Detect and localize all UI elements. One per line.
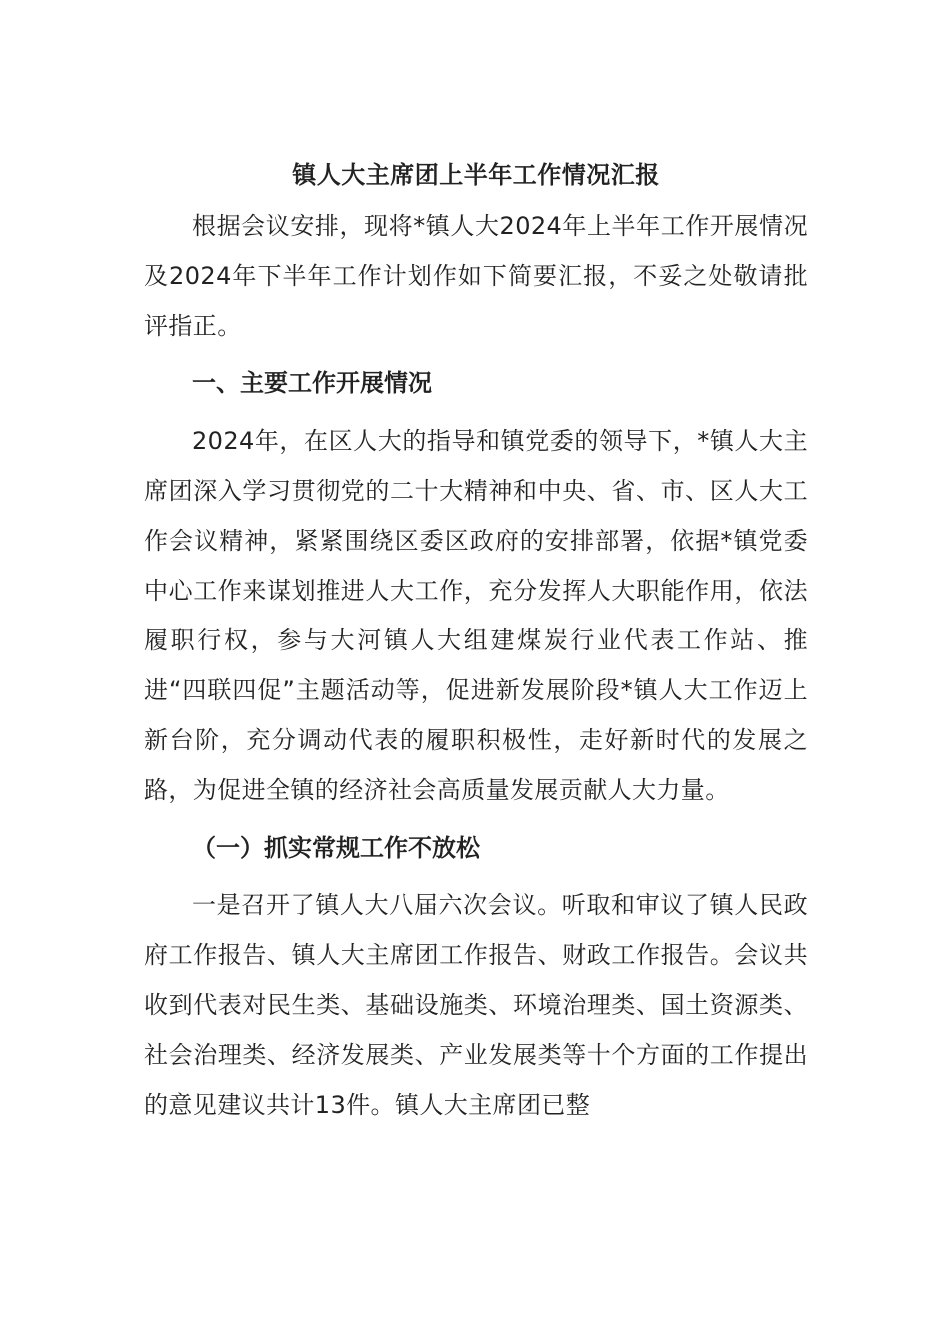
subsection-heading-routine-work: （一）抓实常规工作不放松 (192, 833, 480, 862)
section-heading-main-work: 一、主要工作开展情况 (192, 369, 432, 398)
subsection-paragraph-routine-work: 一是召开了镇人大八届六次会议。听取和审议了镇人民政府工作报告、镇人大主席团工作报告、财政工作报告。会议共收到代表对民生类、基础设施类、环境治理类、国土资源类、社会治理类、经济发展类、产业发展类等十个方面的工作提出的意见建议共计13件。镇人大主席团已整 (144, 891, 808, 1119)
section-paragraph-main-work: 2024年，在区人大的指导和镇党委的领导下，*镇人大主席团深入学习贯彻党的二十大精神和中央、省、市、区人大工作会议精神，紧紧围绕区委区政府的安排部署，依据*镇党委中心工作来谋划推进人大工作，充分发挥人大职能作用，依法履职行权，参与大河镇人大组建煤炭行业代表工作站、推进“四联四促”主题活动等，促进新发展阶段*镇人大工作迈上新台阶，充分调动代表的履职积极性，走好新时代的发展之路，为促进全镇的经济社会高质量发展贡献人大力量。 (144, 427, 808, 804)
document-title: 镇人大主席团上半年工作情况汇报 (292, 161, 660, 189)
intro-paragraph: 根据会议安排，现将*镇人大2024年上半年工作开展情况及2024年下半年工作计划作如下简要汇报，不妥之处敬请批评指正。 (144, 212, 808, 340)
document-body (144, 152, 808, 1138)
